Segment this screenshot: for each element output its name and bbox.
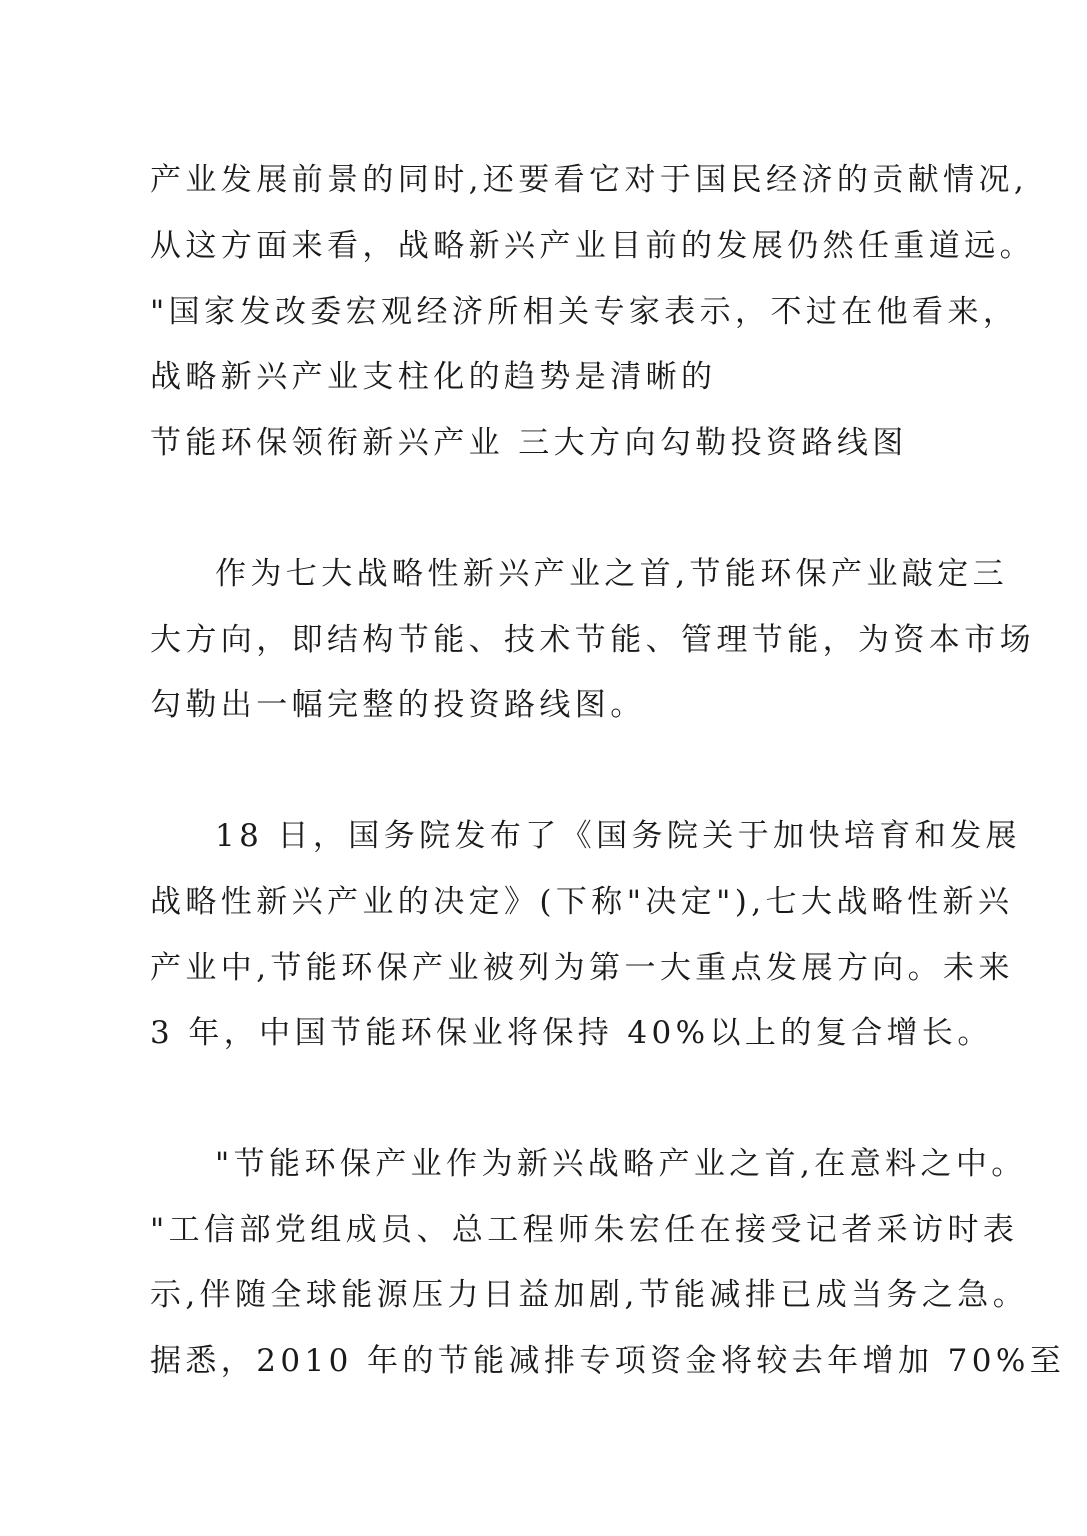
text-line: 大方向，即结构节能、技术节能、管理节能，为资本市场 — [150, 622, 1035, 658]
text-line: 作为七大战略性新兴产业之首,节能环保产业敲定三 — [215, 556, 1009, 592]
text-line: 3 年，中国节能环保业将保持 40%以上的复合增长。 — [150, 1015, 993, 1051]
text-line: 产业中,节能环保产业被列为第一大重点发展方向。未来 — [150, 950, 1014, 986]
section-heading: 节能环保领衔新兴产业 三大方向勾勒投资路线图 — [150, 425, 908, 461]
text-line: 18 日，国务院发布了《国务院关于加快培育和发展 — [215, 818, 1021, 854]
text-line: 示,伴随全球能源压力日益加剧,节能减排已成当务之急。 — [150, 1277, 1029, 1313]
text-line: 从这方面来看，战略新兴产业目前的发展仍然任重道远。 — [150, 228, 1035, 264]
text-line: "国家发改委宏观经济所相关专家表示，不过在他看来， — [150, 294, 1019, 330]
text-line: "工信部党组成员、总工程师朱宏任在接受记者采访时表 — [150, 1212, 1019, 1248]
text-line: 勾勒出一幅完整的投资路线图。 — [150, 687, 646, 723]
text-line: 战略性新兴产业的决定》(下称"决定"),七大战略性新兴 — [150, 884, 1014, 920]
text-line: 产业发展前景的同时,还要看它对于国民经济的贡献情况, — [150, 162, 1029, 198]
text-line: "节能环保产业作为新兴战略产业之首,在意料之中。 — [215, 1146, 1027, 1182]
text-line: 据悉，2010 年的节能减排专项资金将较去年增加 70%至 — [150, 1343, 1066, 1379]
text-line: 战略新兴产业支柱化的趋势是清晰的 — [150, 359, 717, 395]
